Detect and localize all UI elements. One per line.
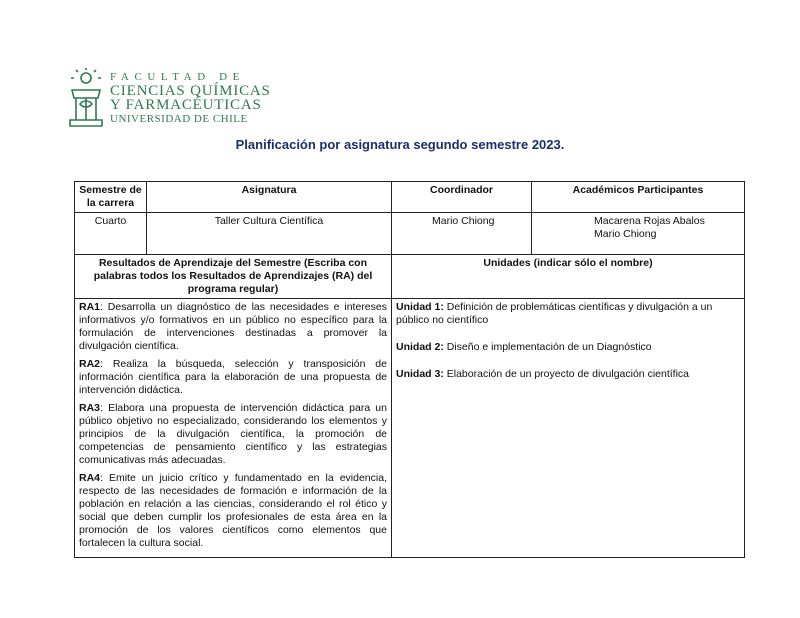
header-coordinador: Coordinador xyxy=(392,182,532,213)
data-row xyxy=(75,213,745,255)
cell-academicos xyxy=(532,213,745,255)
crest-icon xyxy=(66,68,106,130)
logo-text xyxy=(110,70,271,126)
cell-coordinador xyxy=(392,213,532,255)
cell-asignatura: Taller Cultura Científica xyxy=(147,213,392,255)
ra-item: RA3: Elabora una propuesta de intervención didáctica para un público objetivo no especializado, considerando los elementos y principios de la divulgación científica, la promoción de competencias de pensamiento científico y las estrategias comunicativas más adecuadas. xyxy=(79,402,387,466)
ra-item: RA1: Desarrolla un diagnóstico de las necesidades e intereses informativos y/o formativos en un público no específico para la formulación de intervenciones destinadas a promover la divulgación científica. xyxy=(79,301,387,352)
header-asignatura: Asignatura xyxy=(147,182,392,213)
logo-line-3: Y FARMACÉUTICAS xyxy=(110,97,262,113)
logo-line-2: CIENCIAS QUÍMICAS xyxy=(110,83,271,99)
cell-unidades xyxy=(392,299,745,558)
cell-resultados xyxy=(75,299,392,558)
header-row-2 xyxy=(75,255,745,299)
unidad-item: Unidad 1: Definición de problemáticas científicas y divulgación a un público no científico xyxy=(396,301,713,326)
header-resultados: Resultados de Aprendizaje del Semestre (Escriba con palabras todos los Resultados de Aprendizajes (RA) del programa regular) xyxy=(75,255,392,299)
page-title: Planificación por asignatura segundo semestre 2023. xyxy=(235,137,565,152)
ra-item: RA2: Realiza la búsqueda, selección y transposición de información científica para la elaboración de una propuesta de intervención didáctica. xyxy=(79,358,387,396)
unidad-item: Unidad 2: Diseño e implementación de un Diagnóstico xyxy=(396,341,652,353)
academico-1: Macarena Rojas Abalos xyxy=(594,215,705,227)
header-semestre: Semestre de la carrera xyxy=(75,182,147,213)
logo-line-4: UNIVERSIDAD DE CHILE xyxy=(110,113,248,125)
logo-line-1: FACULTAD DE xyxy=(110,71,245,83)
planning-table xyxy=(74,181,745,558)
coordinador-name: Mario Chiong xyxy=(432,215,495,227)
header-academicos: Académicos Participantes xyxy=(532,182,745,213)
content-row xyxy=(75,299,745,558)
unidad-item: Unidad 3: Elaboración de un proyecto de divulgación científica xyxy=(396,368,689,380)
header-unidades: Unidades (indicar sólo el nombre) xyxy=(392,255,745,299)
academico-2: Mario Chiong xyxy=(594,228,657,240)
faculty-logo xyxy=(66,66,326,136)
header-row xyxy=(75,182,745,213)
cell-semestre: Cuarto xyxy=(75,213,147,255)
ra-item: RA4: Emite un juicio crítico y fundamentado en la evidencia, respecto de las necesidades de formación e información de la población en relación a las ciencias, considerando el rol ético y social que deben cumplir los profesionales de esta área en la promoción de los valores científicos como elementos que fortalecen la cultura social. xyxy=(79,472,387,549)
